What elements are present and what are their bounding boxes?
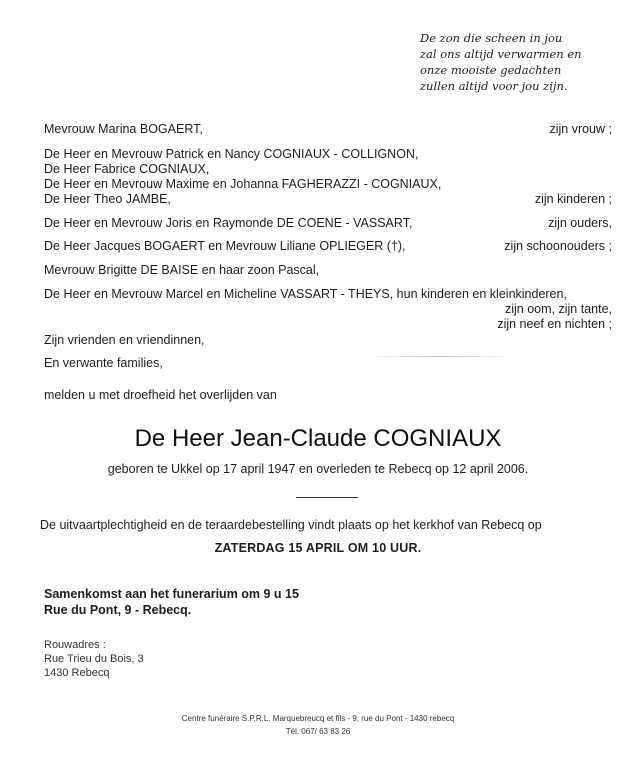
family-relation: zijn ouders, [548, 216, 612, 230]
family-relation: zijn oom, zijn tante, [505, 302, 612, 316]
funeral-date: ZATERDAG 15 APRIL OM 10 UUR. [214, 541, 422, 555]
family-name: Mevrouw Brigitte DE BAISE en haar zoon Pascal, [44, 263, 320, 277]
family-group-cousin [44, 263, 612, 278]
family-name: De Heer en Mevrouw Joris en Raymonde DE COENE - VASSART, [44, 216, 413, 230]
family-relation: zijn schoonouders ; [504, 239, 612, 253]
family-group-children [44, 147, 612, 207]
family-name: De Heer Jacques BOGAERT en Mevrouw Liliane OPLIEGER (†), [44, 239, 406, 253]
funeral-home-footer [0, 712, 636, 738]
family-group-wife [44, 122, 612, 137]
scan-smudge [360, 356, 520, 357]
relatives-line: En verwante families, [44, 356, 163, 370]
family-relation: zijn neef en nichten ; [497, 317, 612, 331]
family-name: De Heer en Mevrouw Maxime en Johanna FAGHERAZZI - COGNIAUX, [44, 177, 442, 191]
gathering-line: Rue du Pont, 9 - Rebecq. [44, 603, 192, 617]
family-group-parents [44, 216, 612, 231]
friends-line: Zijn vrienden en vriendinnen, [44, 333, 205, 347]
family-group-uncle-aunt [44, 287, 612, 332]
family-name: De Heer Theo JAMBE, [44, 192, 171, 206]
family-relation: zijn vrouw ; [549, 122, 612, 136]
family-name: De Heer Fabrice COGNIAUX, [44, 162, 210, 176]
address-line: Rouwadres : [44, 639, 106, 651]
birth-death-line: geboren te Ukkel op 17 april 1947 en overleden te Rebecq op 12 april 2006. [107, 462, 529, 476]
funeral-info: De uitvaartplechtigheid en de teraardebestelling vindt plaats op het kerkhof van Rebecq op [40, 518, 542, 532]
poem-line: De zon die scheen in jou [420, 31, 563, 45]
family-relation: zijn kinderen ; [534, 192, 612, 206]
mourning-address [44, 638, 144, 680]
deceased-name: De Heer Jean-Claude COGNIAUX [134, 425, 502, 452]
gathering-line: Samenkomst aan het funerarium om 9 u 15 [44, 587, 299, 601]
poem [420, 30, 620, 94]
family-group-in-laws [44, 239, 612, 254]
family-name: De Heer en Mevrouw Patrick en Nancy COGNIAUX - COLLIGNON, [44, 147, 419, 161]
announcement-line: melden u met droefheid het overlijden van [44, 388, 277, 402]
address-line: Rue Trieu du Bois, 3 [44, 653, 144, 665]
poem-line: zullen altijd voor jou zijn. [420, 79, 568, 93]
poem-line: onze mooiste gedachten [420, 63, 562, 77]
address-line: 1430 Rebecq [44, 667, 110, 679]
gathering-info [44, 586, 299, 618]
family-name: De Heer en Mevrouw Marcel en Micheline VASSART - THEYS, hun kinderen en kleinkinderen, [44, 287, 567, 301]
footer-line: Tél. 067/ 63 83 26 [285, 727, 351, 736]
family-name: Mevrouw Marina BOGAERT, [44, 122, 203, 136]
footer-line: Centre funéraire S.P.R.L. Marquebreucq et fils - 9, rue du Pont - 1430 rebecq [181, 714, 455, 723]
poem-line: zal ons altijd verwarmen en [420, 47, 582, 61]
divider [296, 497, 358, 498]
